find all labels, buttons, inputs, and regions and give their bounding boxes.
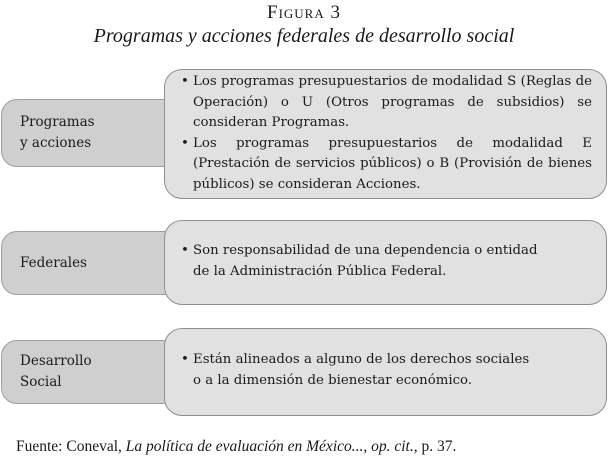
bullet-programas: • Los programas presupuestarios de modalidad S (Reglas de Operación) o U (Otros programas de subsidios) se consideran Programas.	[181, 72, 592, 134]
content-programas-y-acciones	[164, 69, 607, 199]
content-desarrollo-social	[164, 328, 607, 416]
bullet-line: • Son responsabilidad de una dependencia o entidad	[193, 243, 538, 258]
source-prefix: Fuente: Coneval,	[16, 438, 126, 455]
source-sep: ,	[363, 438, 372, 455]
bullet-acciones: • Los programas presupuestarios de modalidad E (Prestación de servicios públicos) o B (Provisión de bienes públicos) se consideran Acciones.	[181, 134, 592, 196]
label-line: Desarrollo	[20, 353, 92, 369]
figure-label: Figura 3	[267, 2, 341, 23]
source-suffix: , p. 37.	[413, 438, 457, 455]
bullet-federales	[181, 241, 592, 282]
source-citation	[16, 437, 456, 457]
bullet-line: o a la dimensión de bienestar económico.	[193, 372, 473, 388]
label-line: y acciones	[20, 135, 92, 151]
bullet-desarrollo-social	[181, 350, 592, 391]
source-title: La política de evaluación en México...	[125, 438, 364, 455]
label-line: Federales	[20, 254, 87, 271]
bullet-line: • Están alineados a alguno de los derechos sociales	[193, 352, 530, 367]
source-cit: op. cit.	[371, 438, 414, 455]
label-line: Programas	[20, 114, 95, 130]
label-line: Social	[20, 374, 62, 390]
bullet-line: de la Administración Pública Federal.	[193, 263, 447, 279]
figure-title: Programas y acciones federales de desarrollo social	[93, 25, 515, 47]
content-federales	[164, 220, 607, 305]
